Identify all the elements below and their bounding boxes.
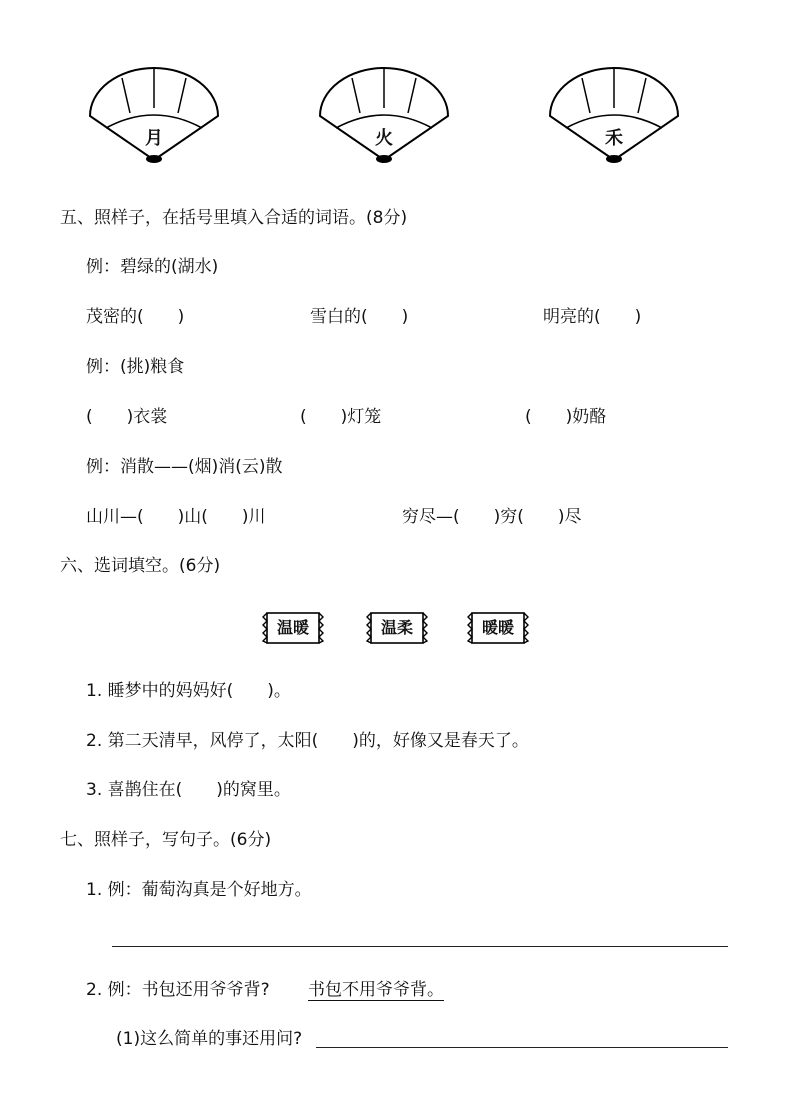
blank-1-1[interactable]: 茂密的( ) [86, 307, 185, 327]
question-2-prefix: 2. 例：书包还用爷爷背? [86, 980, 270, 1000]
blank-3-2[interactable]: 穷尽—( )穷( )尽 [402, 507, 582, 527]
fan-2 [316, 66, 452, 166]
fill-item-1[interactable]: 1. 睡梦中的妈妈好( )。 [86, 681, 291, 701]
word-choice-3[interactable] [467, 609, 529, 647]
blank-1-3[interactable]: 明亮的( ) [543, 307, 642, 327]
example-2: 例：(挑)粮食 [86, 357, 185, 377]
fan-character: 火 [375, 128, 393, 149]
word-choice-1[interactable] [262, 609, 324, 647]
fan-1 [86, 66, 222, 166]
question-2-sub-1: (1)这么简单的事还用问? [116, 1029, 303, 1049]
word-choice-2[interactable] [366, 609, 428, 647]
blank-2-2[interactable]: ( )灯笼 [300, 407, 382, 427]
fan-3 [546, 66, 682, 166]
blank-2-1[interactable]: ( )衣裳 [86, 407, 168, 427]
blank-3-1[interactable]: 山川—( )山( )川 [86, 507, 266, 527]
blank-2-3[interactable]: ( )奶酪 [525, 407, 607, 427]
word-choice-label: 温柔 [380, 618, 413, 637]
fill-item-3[interactable]: 3. 喜鹊住在( )的窝里。 [86, 780, 291, 800]
fan-outline-icon [316, 66, 452, 166]
answer-line-2[interactable] [316, 1047, 728, 1048]
word-choice-label: 暖暖 [481, 618, 514, 637]
section-7-title: 七、照样子，写句子。(6分) [60, 830, 272, 850]
word-choice-label: 温暖 [276, 618, 309, 637]
question-2-example-answer: 书包不用爷爷背。 [308, 980, 444, 1000]
blank-1-2[interactable]: 雪白的( ) [310, 307, 409, 327]
fan-character: 月 [145, 128, 163, 149]
fan-outline-icon [86, 66, 222, 166]
section-6-title: 六、选词填空。(6分) [60, 556, 221, 576]
answer-line-1[interactable] [112, 946, 728, 947]
example-3: 例：消散——(烟)消(云)散 [86, 457, 283, 477]
fan-character: 禾 [605, 128, 623, 149]
section-5-title: 五、照样子，在括号里填入合适的词语。(8分) [60, 208, 408, 228]
example-1: 例：碧绿的(湖水) [86, 257, 219, 277]
fan-outline-icon [546, 66, 682, 166]
question-1: 1. 例：葡萄沟真是个好地方。 [86, 880, 312, 900]
fill-item-2[interactable]: 2. 第二天清早，风停了，太阳( )的，好像又是春天了。 [86, 731, 529, 751]
